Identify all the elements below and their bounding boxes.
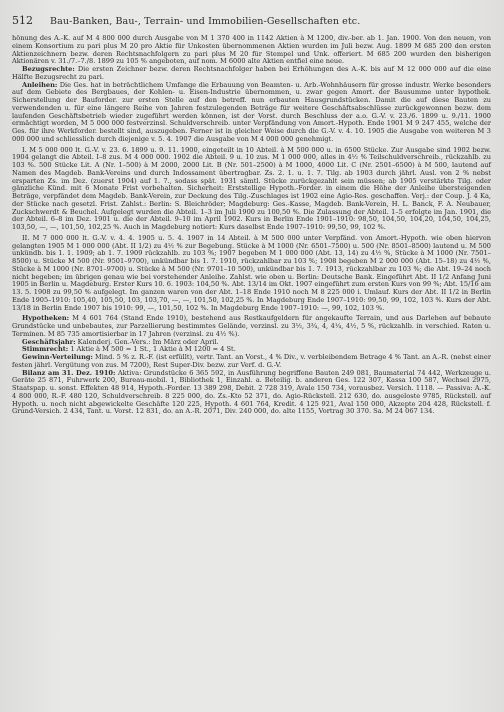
section-label-loans: Anleihen: [22, 80, 58, 89]
document-body [12, 35, 491, 416]
section-label-fiscal-year: Geschäftsjahr: [22, 337, 76, 346]
running-title: Bau-Banken, Bau-, Terrain- und Immobilien-Gesellschaften etc. [50, 16, 361, 27]
paragraph-loans: Anleihen: Die Ges. hat in beträchtlichem Umfange die Erbauung von Beamten- u. Arb.-Wohnhäusern für grosse industr. Werke besonders auf dem Gebiete des Bergbaues, der Kohlen- u. Eisen-Industrie übernommen, u. zwar gegen Amort. der Bausumme unter hypothek. Sicherstellung der Bauforder. zur ersten Stelle auf den betreff. nun erbauten Hausgrundstücken. Damit die auf diese Bauten zu verwendenden u. für eine längere Reihe von Jahren festzulegenden Beträge für weitere Geschäftsabschlüsse zurückgewonnen bezw. dem laufenden Geschäftsbetrieb wieder zugeführt werden können, ist der Vorst. durch Beschluss der a.o. G.-V. v. 23./6. 1899 u. 9./11. 1900 ermächtigt worden, M 5 000 000 festverzinsl. Schuldverschreib. unter Verpfändung von Amort.-Hypoth. Ende 1901 M 9 247 455, welche der Ges. für ihre Werkforder. bestellt sind, auszugeben. Ferner ist in gleicher Weise durch die G.-V. v. 4. 10. 1905 die Ausgabe von weiteren M 3 000 000 und schliesslich durch diejenige v. 5. 4. 1907 die Ausgabe von M 4 000 000 genehmigt. [12, 80, 491, 143]
paragraph-fiscal-year: Geschäftsjahr: Kalenderj. Gen.-Vers.: Im März oder April. [22, 337, 219, 346]
paragraph-loan-one: I. M 5 000 000 lt. G.-V. v. 23. 6. 1899 u. 9. 11. 1900, eingeteilt in 10 Abteil. à M 500 000 u. in 6500 Stücke. Zur Ausgabe sind 1902 bezw. 1904 gelangt die Abteil. I–8 zus. M 4 000 000. 1902 die Abteil. 9 u. 10 zus. M 1 000 000, alles in 4½ % Teilschuldverschreib., rückzahlb. zu 103 %. 500 Stücke Lit. A (Nr. 1–500) à M 2000, 2000 Lit. B (Nr. 501–2500) à M 1000, 4000 Lit. C (Nr. 2501–6500) à M 500, lautend auf Namen des Magdeb. Bank-Vereins und durch Indossament übertragbar. Zs. 2. 1. u. 1. 7. Tilg. ab 1903 durch jährl. Ausl. von 2 % nebst ersparten Zs. im Dez. (zuerst 1904) auf 1. 7., sodass spät. 1931 sämtl. Stücke zurückgezahlt sein müssen; ab 1905 verstärkte Tilg. oder gänzliche Künd. mit 6 Monate Frist vorbehalten. Sicherheit: Erststellige Hypoth.-Forder. in einem die Höhe der Anleihe übersteigenden Beträge, verpfändet dem Magdeb. Bank-Verein, zur Deckung des Tilg.-Zuschlages ist 1902 eine Agio-Res. geschaffen. Verj.: der Coup. J. 4 Ka, der Stücke nach gesetzl. Frist. Zahlst.: Berlin: S. Bleichröder; Magdeburg: Ges.-Kasse, Magdeb. Bank-Verein, H. L. Banck, F. A. Neubauer, Zuckschwerdt & Beuchel. Aufgelegt wurden die Abteil. 1–3 im Juli 1900 zu 100,50 %. Die Zulassung der Abteil. 1–5 erfolgte im Jan. 1901, die der Abteil. 6–8 im Dez. 1901 u. die der Abteil. 9–10 im April 1902. Kurs in Berlin Ende 1901–1910: 98,50, 104,50, 104,20, 104,50, 104,25, 103,50, —, —, 101,50, 102,25 %. Auch in Magdeburg notiert: Kurs daselbst Ende 1907–1910: 99,50, 99, 102 %. [12, 145, 491, 231]
paragraph-subscription-rights: Bezugsrechte: Die ersten Zeichner bezw. deren Rechtsnachfolger haben bei Erhöhungen des A.-K. bis auf M 12 000 000 auf die eine Hälfte Bezugsrecht zu pari. [12, 65, 491, 81]
section-label-profit-distribution: Gewinn-Verteilung: [22, 353, 93, 361]
paragraph-profit-distribution: Gewinn-Verteilung: Mind. 5 % z. R.-F. (ist erfüllt), vertr. Tant. an Vorst., 4 % Div., v. verbleibendem Betrage 4 % Tant. an A.-R. (nebst einer festen jährl. Vergütung von zus. M 7200), Rest Super-Div. bezw. zur Verf. d. G.-V. [12, 353, 491, 369]
section-label-voting-rights: Stimmrecht: [22, 345, 69, 354]
paragraph-loan-two: II. M 7 000 000 lt. G.-V. v. 4. 4. 1905 u. 5. 4. 1907 in 14 Abteil. à M 500 000 unter Verpfänd. von Amort.-Hypoth. wie oben hiervon gelangten 1905 M 1 000 000 (Abt. II 1/2) zu 4½ % zur Begebung. Stücke à M 1000 (Nr. 6501–7500) u. 500 (Nr. 8501–8500) lautend u. M 500 unkündb. bis 1. 1. 1909; ab 1. 7. 1909 rückzahlb. zu 103 %; 1907 begeben M 1 000 000 (Abt. 13, 14) zu 4½ %, Stücke à M 1000 (Nr. 7501–8500) u. Stücke M 500 (Nr. 9501–9700), unkündbar bis 1. 7. 1910, rückzahlbar zu 103 %; 1908 begeben M 2 000 000 (Abt. 15–18) zu 4½ %, Stücke à M 1000 (Nr. 8701–9700) u. Stücke à M 500 (Nr. 9701–10 500), unkündbar bis 1. 7. 1913, rückzahlbar zu 103 %; die Abt. 19–24 noch nicht begeben; im übrigen genau wie bei vorstehender Anleihe. Zahlst. wie oben u. Berlin: Deutsche Bank. Eingeführt Abt. II 1/2 Anfang Juni 1905 in Berlin u. Magdeburg. Erster Kurs 10. 6. 1903: 104,50 %. Abt. 13/14 im Okt. 1907 eingeführt zum ersten Kurs von 99 %; Abt. 15/16 am 13. 5. 1908 zu 99,50 % aufgelegt. Im ganzen waren von der Abt. 1–18 Ende 1910 noch M 8 225 000 i. Umlauf. Kurs der Abt. II 1/2 in Berlin Ende 1905–1910: 105,40, 105,50, 103, 103,70, —, —, 101,50, 102,25 %. In Magdeburg Ende 1907–1910: 99,50, 99, 102, 103 %. Kurs der Abt. 13/18 in Berlin Ende 1907 bis 1910: 99, —, 101,50, 102 %. In Magdeburg Ende 1907–1910: —, 99, 102, 103 %. [12, 233, 491, 312]
section-label-balance-sheet: Bilanz am 31. Dez. 1910: [22, 368, 116, 377]
page-header [12, 14, 491, 30]
section-label-subscription-rights: Bezugsrechte: [22, 65, 75, 73]
paragraph-mortgages: Hypotheken: M 4 601 764 (Stand Ende 1910), bestehend aus Restkaufgeldern für angekaufte Terrain, und aus Darlehen auf bebaute Grundstücke und unbebautes, zur Parzellierung bestimmtes Gelände, verzinsl. zu 3½, 3¾, 4, 4¼, 4½, 5 %, rückzahlb. in verschied. Raten u. Terminen. M 85 735 amortisierbar in 17 Jahren (verzinsl. zu 4½ %). [12, 314, 491, 338]
paragraph-capital-increase: hönung des A.-K. auf M 4 800 000 durch Ausgabe von M 1 370 400 in 1142 Aktien à M 1200, div.-ber. ab 1. Jan. 1900. Von den neuen, von einem Konsortium zu pari plus M 20 pro Aktie für Unkosten übernommenen Aktien wurden im Juli bezw. Aug. 1899 M 685 200 den ersten Aktienzeichnern bezw. deren Rechtsnachfolgern zu pari plus M 20 für Stempel und Unk. offeriert. M 685 200 wurden den bisherigen Aktionären v. 31./7.–7./8. 1899 zu 105 % angeboten, auf nom. M 6000 alte Aktien entfiel eine neue. [12, 34, 491, 66]
section-label-mortgages: Hypotheken: [22, 314, 70, 323]
paragraph-balance-sheet: Bilanz am 31. Dez. 1910: Aktiva: Grundstücke 6 365 592, in Ausführung begriffene Bauten 249 081, Baumaterial 74 442, Werkzeuge u. Geräte 25 871, Fuhrwerk 200, Bureau-mobil. 1, Bibliothek 1, Einzahl. a. Beteilig. b. anderen Ges. 122 307, Kassa 100 587, Wechsel 2975, Staatspap. u. sonst. Effekten 48 914, Hypoth.-Forder. 13 389 298, Debit. 2 728 319, Avale 150 734, vorausbez. Versich. 1118. — Passiva: A.-K. 4 800 000, R.-F. 480 120, Schuldverschreib. 8 225 000, do. Zs.-Kto 52 371, do. Agio-Rückstell. 212 630, do. ausgeloste 9785, Rückstell. auf Hypoth. u. noch nicht abgewickelte Geschäfte 120 225, Hypoth. 4 601 764, Kredit. 4 125 921, Aval 150 000, Akzepte 204 428, Rückstell. f. Grund-Versich. 2 434, Tant. u. Vorst. 12 831, do. an A.-R. 2071, Div. 240 000, do. alte 1155, Vortrag 30 370. Sa. M 24 067 134. [12, 368, 491, 416]
page-number: 512 [12, 14, 33, 27]
paragraph-voting-rights: Stimmrecht: 1 Aktie à M 500 = 1 St., 1 Aktie à M 1200 = 4 St. [22, 345, 236, 354]
